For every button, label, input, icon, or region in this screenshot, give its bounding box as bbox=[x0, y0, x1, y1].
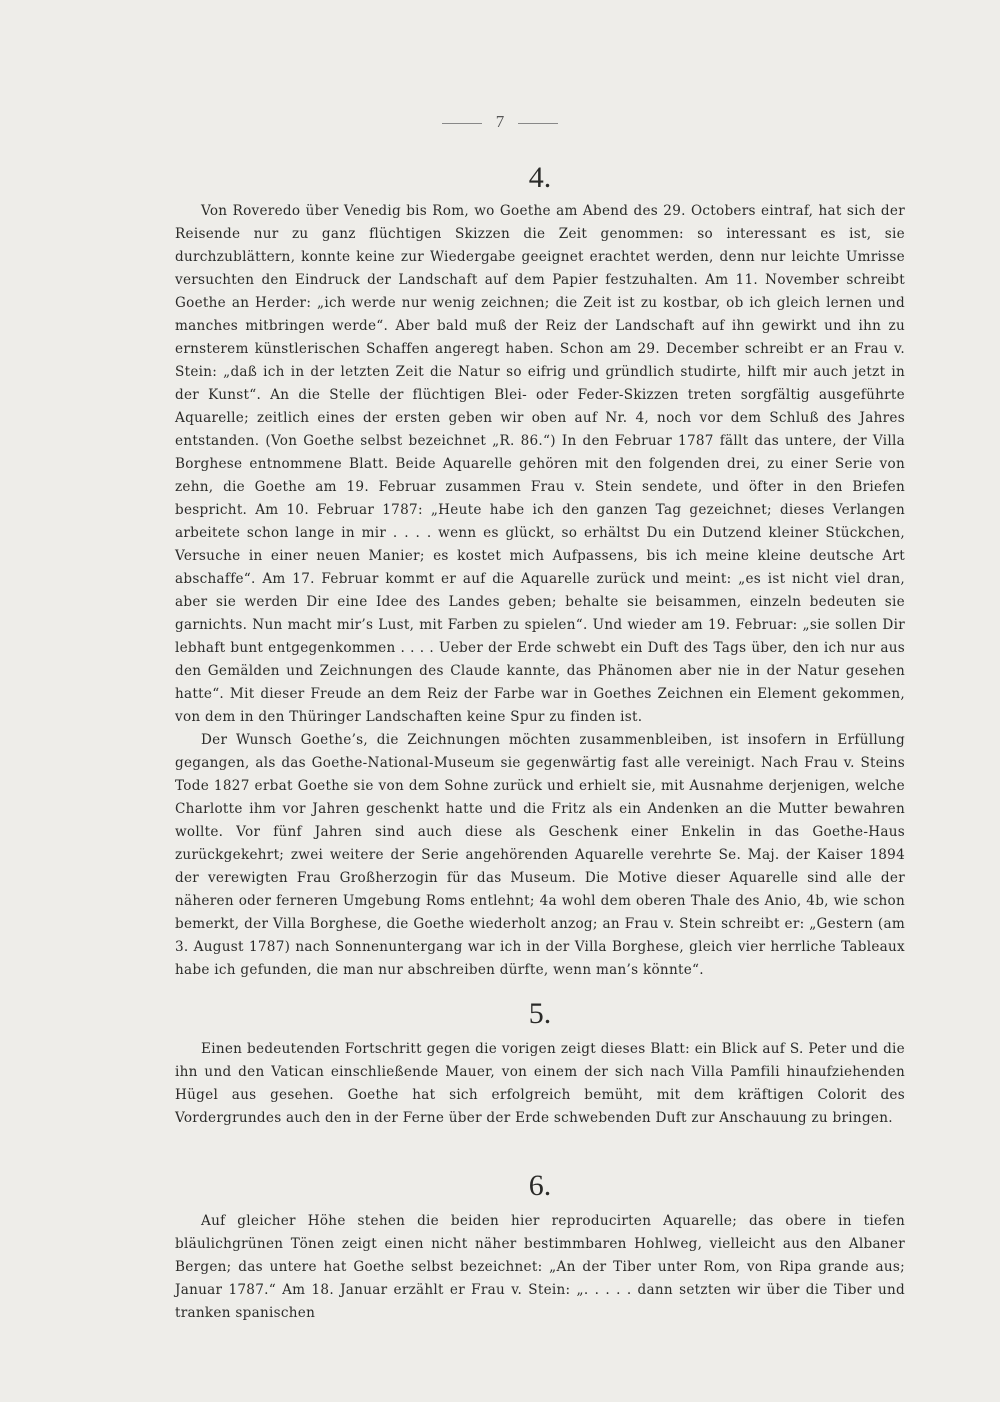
paragraph: Einen bedeutenden Fortschritt gegen die vorigen zeigt dieses Blatt: ein Blick auf S. Peter und die ihn und den Vatican einschließende Mauer, von einem der sich nach Villa Pamfili hinaufziehenden Hügel aus gesehen. Goethe hat sich erfolgreich bemüht, mit dem kräftigen Colorit des Vordergrundes auch den in der Ferne über der Erde schwebenden Duft zur Anschauung zu bringen. bbox=[175, 1041, 905, 1126]
page-header bbox=[0, 112, 1000, 132]
header-rule-right bbox=[518, 123, 558, 124]
section-4 bbox=[175, 160, 905, 982]
header-rule-left bbox=[442, 123, 482, 124]
section-6 bbox=[175, 1168, 905, 1325]
section-number: 6. bbox=[528, 1169, 552, 1202]
paragraph: Von Roveredo über Venedig bis Rom, wo Goethe am Abend des 29. Octobers eintraf, hat sich der Reisende nur zu ganz flüchtigen Skizzen die Zeit genommen: so interessant es ist, sie durchzublättern, konnte keine zur Wiedergabe geeignet erachtet werden, denn nur leichte Umrisse versuchten den Eindruck der Landschaft auf dem Papier festzuhalten. Am 11. November schreibt Goethe an Herder: „ich werde nur wenig zeichnen; die Zeit ist zu kostbar, ob ich gleich lernen und manches mitbringen werde“. Aber bald muß der Reiz der Landschaft auf ihn gewirkt und ihn zu ernsterem künstlerischen Schaffen angeregt haben. Schon am 29. December schreibt er an Frau v. Stein: „daß ich in der letzten Zeit die Natur so eifrig und gründlich studirte, hilft mir auch jetzt in der Kunst“. An die Stelle der flüchtigen Blei- oder Feder-Skizzen treten sorgfältig ausgeführte Aquarelle; zeitlich eines der ersten geben wir oben auf Nr. 4, noch vor dem Schluß des Jahres entstanden. (Von Goethe selbst bezeichnet „R. 86.“) In den Februar 1787 fällt das untere, der Villa Borghese entnommene Blatt. Beide Aquarelle gehören mit den folgenden drei, zu einer Serie von zehn, die Goethe am 19. Februar zusammen Frau v. Stein sendete, und öfter in den Briefen bespricht. Am 10. Februar 1787: „Heute habe ich den ganzen Tag gezeichnet; dieses Verlangen arbeitete schon lange in mir . . . . wenn es glückt, so erhältst Du ein Dutzend kleiner Stückchen, Versuche in einer neuen Manier; es kostet mich Aufpassens, bis ich meine kleine deutsche Art abschaffe“. Am 17. Februar kommt er auf die Aquarelle zurück und meint: „es ist nicht viel dran, aber sie werden Dir eine Idee des Landes geben; behalte sie beisammen, einzeln bedeuten sie garnichts. Nun macht mir’s Lust, mit Farben zu spielen“. Und wieder am 19. Februar: „sie sollen Dir lebhaft bunt entgegenkommen . . . . Ueber der Erde schwebt ein Duft des Tags über, den ich nur aus den Gemälden und Zeichnungen des Claude kannte, das Phänomen aber nie in der Natur gesehen hatte“. Mit dieser Freude an dem Reiz der Farbe war in Goethes Zeichnen ein Element gekommen, von dem in den Thüringer Landschaften keine Spur zu finden ist. bbox=[175, 203, 905, 725]
section-number: 5. bbox=[528, 997, 552, 1030]
section-5 bbox=[175, 996, 905, 1130]
paragraph: Der Wunsch Goethe’s, die Zeichnungen möchten zusammenbleiben, ist insofern in Erfüllung gegangen, als das Goethe-National-Museum sie gegenwärtig fast alle vereinigt. Nach Frau v. Steins Tode 1827 erbat Goethe sie von dem Sohne zurück und erhielt sie, mit Ausnahme derjenigen, welche Charlotte ihm vor Jahren geschenkt hatte und die Fritz als ein Andenken an die Mutter bewahren wollte. Vor fünf Jahren sind auch diese als Geschenk einer Enkelin in das Goethe-Haus zurückgekehrt; zwei weitere der Serie angehörenden Aquarelle verehrte Se. Maj. der Kaiser 1894 der verewigten Frau Großherzogin für das Museum. Die Motive dieser Aquarelle sind alle der näheren oder ferneren Umgebung Roms entlehnt; 4a wohl dem oberen Thale des Anio, 4b, wie schon bemerkt, der Villa Borghese, die Goethe wiederholt anzog; an Frau v. Stein schreibt er: „Gestern (am 3. August 1787) nach Sonnenuntergang war ich in der Villa Borghese, gleich vier herrliche Tableaux habe ich gefunden, die man nur abschreiben dürfte, wenn man’s könnte“. bbox=[175, 732, 905, 978]
page-body bbox=[175, 160, 905, 1325]
section-number: 4. bbox=[528, 161, 552, 194]
paragraph: Auf gleicher Höhe stehen die beiden hier reproducirten Aquarelle; das obere in tiefen bläulichgrünen Tönen zeigt einen nicht näher bestimmbaren Hohlweg, vielleicht aus den Albaner Bergen; das untere hat Goethe selbst bezeichnet: „An der Tiber unter Rom, von Ripa grande aus; Januar 1787.“ Am 18. Januar erzählt er Frau v. Stein: „. . . . . dann setzten wir über die Tiber und tranken spanischen bbox=[175, 1213, 905, 1321]
page-number: 7 bbox=[495, 112, 505, 131]
